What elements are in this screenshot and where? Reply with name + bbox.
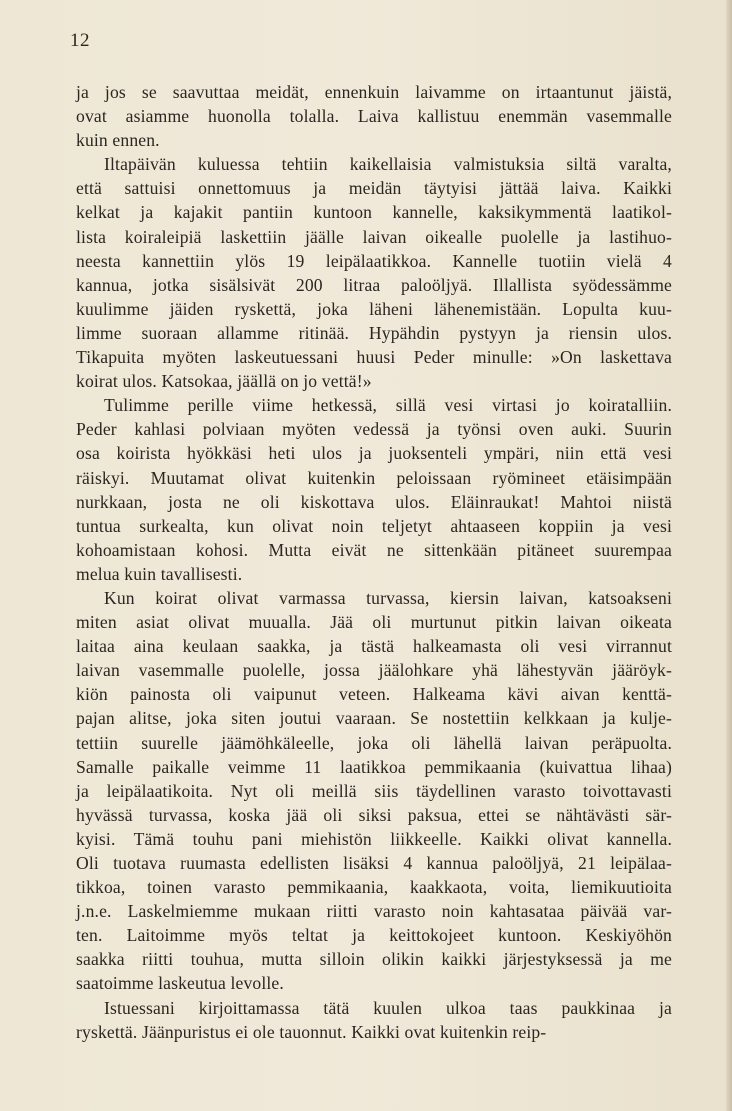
text-line: ryskettä. Jäänpuristus ei ole tauonnut. Kaikki ovat kuitenkin reip-: [76, 1021, 547, 1042]
text-line: että sattuisi onnettomuus ja meidän täytyisi jättää laiva. Kaikki: [76, 178, 672, 199]
text-line: ja leipälaatikoita. Nyt oli meillä siis täydellinen varasto toivottavasti: [76, 780, 672, 801]
text-line: saakka riitti touhua, mutta silloin olikin kaikki järjestyksessä ja me: [76, 949, 672, 970]
text-line: Istuessani kirjoittamassa tätä kuulen ulkoa taas paukkinaa ja: [104, 997, 672, 1018]
paragraph: [76, 996, 672, 1044]
page-number: 12: [70, 30, 90, 51]
text-line: lista koiraleipiä laskettiin jäälle laivan oikealle puolelle ja lastihuo-: [76, 226, 672, 247]
text-line: Tulimme perille viime hetkessä, sillä vesi virtasi jo koiratalliin.: [104, 395, 672, 416]
text-line: kyisi. Tämä touhu pani miehistön liikkeelle. Kaikki olivat kannella.: [76, 828, 672, 849]
text-line: kelkat ja kajakit pantiin kuntoon kannelle, kaksikymmentä laatikol-: [76, 202, 672, 223]
text-line: neesta kannettiin ylös 19 leipälaatikkoa. Kannelle tuotiin vielä 4: [76, 250, 672, 271]
text-line: kannua, jotka sisälsivät 200 litraa paloöljyä. Illallista syödessämme: [76, 274, 672, 295]
text-line: räiskyi. Muutamat olivat kuitenkin peloissaan ryömineet etäisimpään: [76, 467, 672, 488]
text-line: j.n.e. Laskelmiemme mukaan riitti varasto noin kahtasataa päivää var-: [76, 901, 672, 922]
text-line: Oli tuotava ruumasta edellisten lisäksi 4 kannua paloöljyä, 21 leipälaa-: [76, 853, 672, 873]
text-line: Kun koirat olivat varmassa turvassa, kiersin laivan, katsoakseni: [104, 587, 672, 608]
text-line: limme suoraan allamme ritinää. Hypähdin pystyyn ja riensin ulos.: [76, 322, 672, 343]
paragraph: [76, 393, 672, 586]
body-text: [76, 80, 672, 1044]
text-line: tuntua surkealta, kun olivat noin teljetyt ahtaaseen koppiin ja vesi: [76, 515, 672, 536]
text-line: ja jos se saavuttaa meidät, ennenkuin laivamme on irtaantunut jäistä,: [76, 82, 672, 102]
text-line: Tikapuita myöten laskeutuessani huusi Peder minulle: »On laskettava: [76, 347, 672, 368]
text-line: tikkoa, toinen varasto pemmikaania, kaakkaota, voita, liemikuutioita: [76, 877, 672, 898]
text-line: pajan alitse, joka siten joutui vaaraan. Se nostettiin kelkkaan ja kulje-: [76, 708, 672, 729]
text-line: Peder kahlasi polviaan myöten vedessä ja työnsi oven auki. Suurin: [76, 419, 672, 440]
text-line: hyvässä turvassa, koska jää oli siksi paksua, ettei se nähtävästi sär-: [76, 804, 672, 825]
text-line: laitaa aina keulaan saakka, ja tästä halkeamasta oli vesi virrannut: [76, 636, 672, 657]
page-edge: [726, 0, 732, 1111]
text-line: laivan vasemmalle puolelle, jossa jäälohkare yhä lähestyvän jääröyk-: [76, 660, 672, 681]
text-line: saatoimme laskeutua levolle.: [76, 973, 284, 994]
text-line: miten asiat olivat muualla. Jää oli murtunut pitkin laivan oikeata: [76, 612, 672, 633]
text-line: ovat asiamme huonolla tolalla. Laiva kallistuu enemmän vasemmalle: [76, 106, 672, 127]
text-line: kohoamistaan kohosi. Mutta eivät ne sittenkään pitäneet suurempaa: [76, 539, 672, 560]
text-line: kiön painosta oli vaipunut veteen. Halkeama kävi aivan kenttä-: [76, 684, 672, 705]
text-line: kuulimme jäiden ryskettä, joka läheni lähenemistään. Lopulta kuu-: [76, 298, 672, 319]
text-line: koirat ulos. Katsokaa, jäällä on jo vettä!»: [76, 371, 372, 392]
paragraph: [76, 80, 672, 152]
paragraph: [76, 152, 672, 393]
paragraph: [76, 586, 672, 996]
text-line: melua kuin tavallisesti.: [76, 563, 243, 584]
text-line: osa koirista hyökkäsi heti ulos ja juoksenteli ympäri, niin että vesi: [76, 443, 672, 464]
text-line: Samalle paikalle veimme 11 laatikkoa pemmikaania (kuivattua lihaa): [76, 756, 672, 777]
text-line: Iltapäivän kuluessa tehtiin kaikellaisia valmistuksia siltä varalta,: [104, 154, 672, 175]
text-line: kuin ennen.: [76, 130, 160, 151]
text-line: nurkkaan, josta ne oli kiskottava ulos. Eläinraukat! Mahtoi niistä: [76, 491, 672, 512]
text-line: tettiin suurelle jäämöhkäleelle, joka oli lähellä laivan peräpuolta.: [76, 732, 672, 753]
text-line: ten. Laitoimme myös teltat ja keittokojeet kuntoon. Keskiyöhön: [76, 925, 672, 946]
